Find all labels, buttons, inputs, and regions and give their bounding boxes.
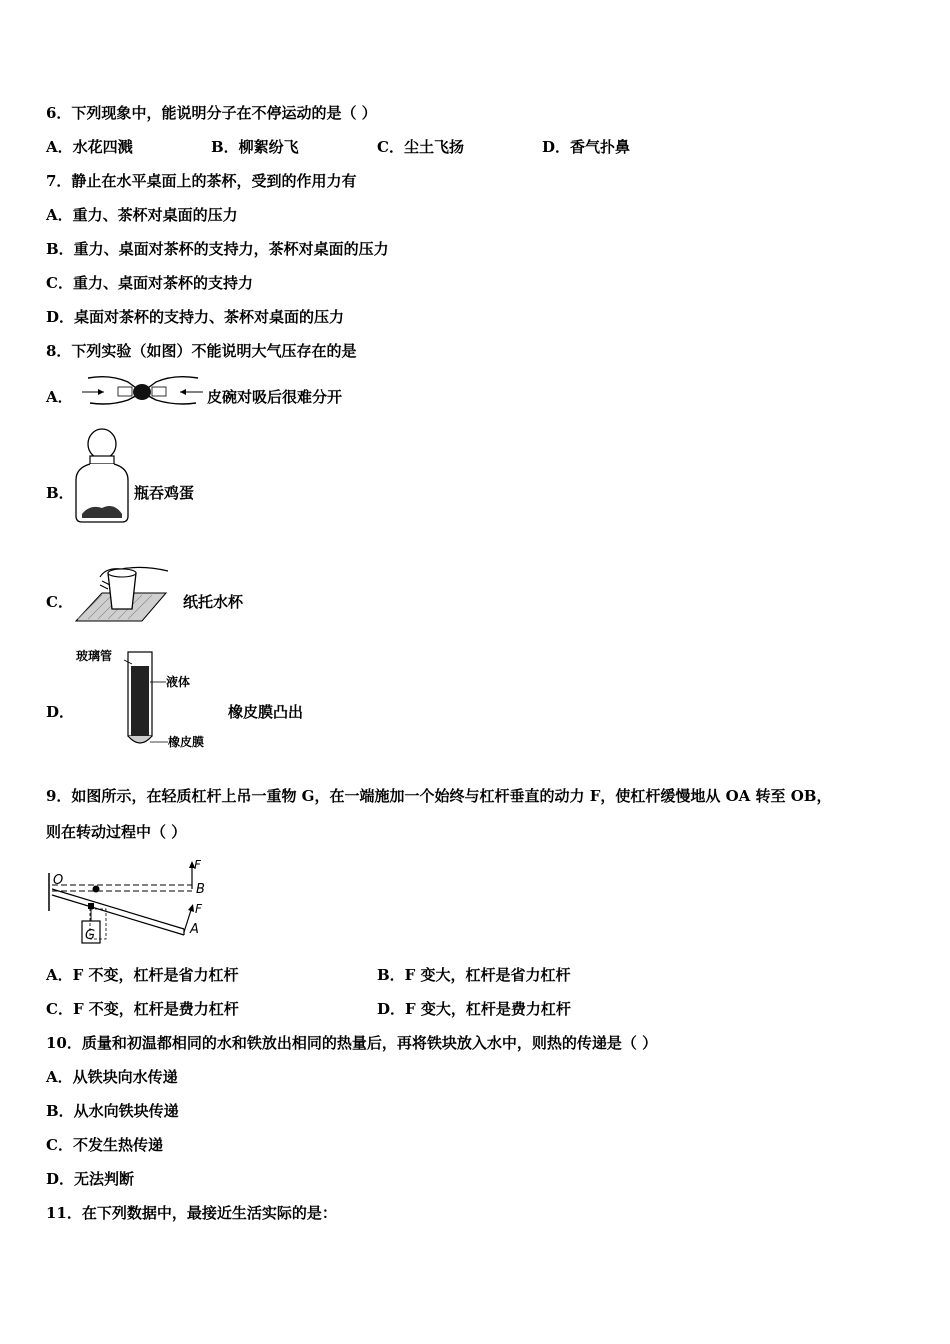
tube-label: 玻璃管 [76,649,113,663]
q6-option-a: A．水花四溅 [46,138,133,156]
q8-option-a-letter: A． [46,388,73,406]
q6-stem: 6．下列现象中，能说明分子在不停运动的是（ ） [46,104,377,122]
q9-option-c: C．F 不变，杠杆是费力杠杆 [46,1000,239,1018]
rubber-membrane-figure [74,646,224,750]
q8-option-c-caption: 纸托水杯 [183,593,244,611]
q8-option-b-letter: B． [46,484,74,502]
force-f-perp-label: F [195,902,202,916]
point-b-label: B [196,882,205,897]
q7-option-c: C．重力、桌面对茶杯的支持力 [46,274,253,292]
q11-stem: 11．在下列数据中，最接近生活实际的是： [46,1204,337,1222]
q8-option-d-caption: 橡皮膜凸出 [228,703,304,721]
q9-stem-line2: 则在转动过程中（ ） [46,823,187,841]
membrane-label: 橡皮膜 [168,735,205,749]
suction-cups-figure [80,370,205,412]
q8-option-b-caption: 瓶吞鸡蛋 [134,484,195,502]
q7-stem: 7．静止在水平桌面上的茶杯，受到的作用力有 [46,172,357,190]
q10-option-a: A．从铁块向水传递 [46,1068,178,1086]
force-f-up-label: F [194,858,201,872]
q6-option-c: C．尘土飞扬 [377,138,464,156]
q9-option-d: D．F 变大，杠杆是费力杠杆 [377,1000,571,1018]
q7-option-a: A．重力、茶杯对桌面的压力 [46,206,238,224]
q10-option-d: D．无法判断 [46,1170,135,1188]
q9-stem-line1: 9．如图所示，在轻质杠杆上吊一重物 G，在一端施加一个始终与杠杆垂直的动力 F，使杠杆缓慢地从 OA 转至 OB， [46,787,832,805]
q10-option-c: C．不发生热传递 [46,1136,163,1154]
point-a-label: A [190,922,199,937]
q8-option-d-letter: D． [46,703,75,721]
q9-option-a: A．F 不变，杠杆是省力杠杆 [46,966,239,984]
q7-option-b: B．重力、桌面对茶杯的支持力，茶杯对桌面的压力 [46,240,389,258]
weight-g-label: G [85,928,96,943]
q8-option-a-caption: 皮碗对吸后很难分开 [207,388,343,406]
q10-option-b: B．从水向铁块传递 [46,1102,179,1120]
q9-option-b: B．F 变大，杠杆是省力杠杆 [377,966,571,984]
q8-option-c-letter: C． [46,593,73,611]
q6-option-b: B．柳絮纷飞 [211,138,299,156]
q7-option-d: D．桌面对茶杯的支持力、茶杯对桌面的压力 [46,308,345,326]
bottle-egg-figure [72,428,132,528]
q10-stem: 10．质量和初温都相同的水和铁放出相同的热量后，再将铁块放入水中，则热的传递是（ ） [46,1034,658,1052]
q6-option-d: D．香气扑鼻 [542,138,631,156]
q8-stem: 8．下列实验（如图）不能说明大气压存在的是 [46,342,357,360]
lever-figure [44,855,214,955]
paper-cup-figure [72,563,172,627]
liquid-label: 液体 [166,675,191,689]
point-o-label: O [53,873,64,888]
